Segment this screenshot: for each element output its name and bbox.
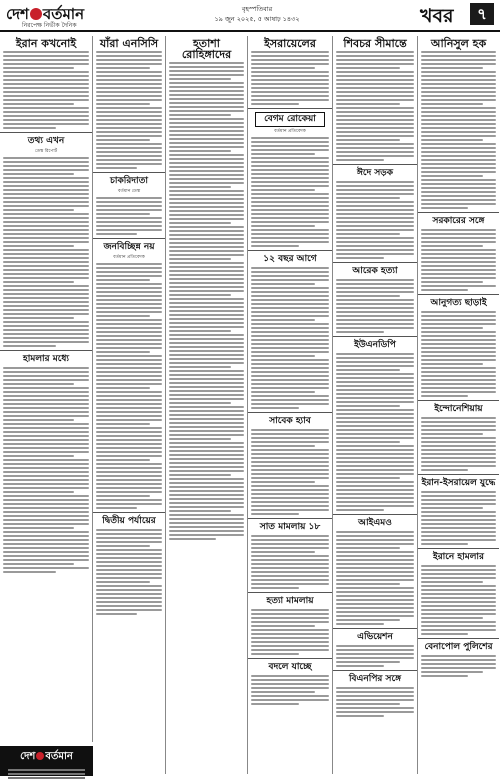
article[interactable] xyxy=(336,340,414,511)
article[interactable] xyxy=(251,416,329,515)
article[interactable] xyxy=(251,38,329,105)
article-body xyxy=(421,51,496,209)
article-body xyxy=(421,417,496,471)
article-divider xyxy=(333,514,417,515)
ad-logo-right: বর্তমান xyxy=(45,751,73,762)
article-body xyxy=(251,137,329,247)
article-body xyxy=(96,529,162,615)
article[interactable] xyxy=(3,354,89,573)
page-number: ৭ xyxy=(470,3,494,25)
article-headline[interactable]: হতাশা রোহিঙ্গাদের xyxy=(181,37,232,61)
ad-dot-icon xyxy=(36,752,44,760)
article[interactable] xyxy=(96,516,162,615)
article[interactable] xyxy=(3,136,89,347)
article-headline[interactable]: ইরান-ইসরায়েল যুদ্ধে xyxy=(421,478,496,488)
article[interactable] xyxy=(96,176,162,235)
article-headline[interactable]: আনুগত্য ছাড়াই xyxy=(430,298,487,308)
article-divider xyxy=(333,164,417,165)
article[interactable] xyxy=(336,632,414,667)
article-body xyxy=(251,51,329,105)
article-headline[interactable]: আনিসুল হক xyxy=(430,37,487,50)
article[interactable] xyxy=(251,112,329,247)
article-divider xyxy=(0,132,92,133)
article[interactable] xyxy=(336,266,414,333)
article-headline[interactable]: সরকারের সঙ্গে xyxy=(432,216,485,226)
column-2 xyxy=(93,36,166,774)
column-3 xyxy=(166,36,248,774)
logo-dot-icon xyxy=(30,8,42,20)
article-body xyxy=(251,675,329,705)
article-byline: বর্তমান প্রতিবেদক xyxy=(113,255,145,260)
ad-logo xyxy=(0,749,93,766)
article[interactable] xyxy=(336,168,414,259)
article-divider xyxy=(333,336,417,337)
article-body xyxy=(251,429,329,515)
logo-text-left: দেশ xyxy=(6,5,29,23)
article-headline[interactable]: জনবিচ্ছিন্ন নয় xyxy=(103,242,155,252)
article-divider xyxy=(333,670,417,671)
article-divider xyxy=(418,548,499,549)
article-headline[interactable]: ইসরায়েলের xyxy=(264,37,316,50)
article-headline[interactable]: হত্যা মামলায় xyxy=(266,596,314,606)
article-headline[interactable]: বিএনপির সঙ্গে xyxy=(348,674,402,684)
article-body xyxy=(3,51,89,129)
article-body xyxy=(421,229,496,291)
article-byline: বর্তমান প্রতিবেদক xyxy=(274,129,306,134)
article-body xyxy=(251,609,329,655)
article-headline[interactable]: বেনাপোল পুলিশের xyxy=(424,642,493,652)
article[interactable] xyxy=(421,478,496,545)
article-headline[interactable]: ইরানে হামলার xyxy=(433,552,484,562)
article-body xyxy=(336,279,414,333)
logo-text-right: বর্তমান xyxy=(42,5,85,23)
article-divider xyxy=(0,350,92,351)
column-6 xyxy=(418,36,499,774)
article-divider xyxy=(248,412,332,413)
article[interactable] xyxy=(251,254,329,409)
article-divider xyxy=(418,294,499,295)
article-headline[interactable]: ১২ বছর আগে xyxy=(263,254,317,264)
article-divider xyxy=(248,108,332,109)
article-headline[interactable]: সাত মামলায় ১৮ xyxy=(259,522,321,532)
article-headline[interactable]: তথ্য এখন xyxy=(27,136,65,146)
article-body xyxy=(336,51,414,161)
article[interactable] xyxy=(336,518,414,625)
article[interactable] xyxy=(421,552,496,635)
article-body xyxy=(421,655,496,677)
article-body xyxy=(421,311,496,397)
article-body xyxy=(336,645,414,667)
article[interactable] xyxy=(169,38,244,540)
article-headline[interactable]: শিবচর সীমান্তে xyxy=(343,37,407,50)
article-body xyxy=(336,531,414,625)
weekday: বৃহস্পতিবার xyxy=(241,5,273,13)
article-byline: ডেস্ক রিপোর্ট xyxy=(34,149,58,154)
article[interactable] xyxy=(336,38,414,161)
article-body xyxy=(336,687,414,717)
article-body xyxy=(421,565,496,635)
article[interactable] xyxy=(251,596,329,655)
article[interactable] xyxy=(421,642,496,677)
article-headline[interactable]: ঈদে সড়ক xyxy=(356,168,394,178)
article-body xyxy=(251,535,329,589)
article-body xyxy=(96,51,162,169)
article-divider xyxy=(248,592,332,593)
article-headline[interactable]: এভিয়েশন xyxy=(357,632,393,642)
article-headline[interactable]: সাবেক হ্যাব xyxy=(269,416,311,426)
article-body xyxy=(96,197,162,235)
article[interactable] xyxy=(336,674,414,717)
article-divider xyxy=(248,250,332,251)
article-headline[interactable]: বেগম রোকেয়া xyxy=(255,112,325,127)
article[interactable] xyxy=(421,298,496,397)
article[interactable] xyxy=(251,662,329,705)
article-headline[interactable]: ইরান কখনোই xyxy=(15,37,77,50)
article-body xyxy=(421,491,496,545)
article[interactable] xyxy=(421,404,496,471)
article-headline[interactable]: চাকরিদাতা xyxy=(110,176,148,186)
article-headline[interactable]: ইন্দোনেশিয়ায় xyxy=(434,404,483,414)
ad-logo-left: দেশ xyxy=(20,751,36,762)
date: ১৯ জুন ২০২৫, ৫ আষাঢ় ১৪৩২ xyxy=(214,15,300,23)
article-divider xyxy=(333,262,417,263)
column-5 xyxy=(333,36,418,774)
article-divider xyxy=(93,512,165,513)
article-headline[interactable]: আইএমও xyxy=(358,518,392,528)
article-divider xyxy=(248,518,332,519)
article-body xyxy=(169,62,244,540)
article-body xyxy=(251,267,329,409)
dateline xyxy=(212,4,302,24)
article-divider xyxy=(418,212,499,213)
article[interactable] xyxy=(421,216,496,291)
article-divider xyxy=(93,238,165,239)
article[interactable] xyxy=(96,38,162,169)
article-body xyxy=(3,157,89,347)
article-divider xyxy=(333,628,417,629)
article-body xyxy=(336,181,414,259)
article-body xyxy=(96,263,162,509)
article[interactable] xyxy=(96,242,162,509)
bottom-advertisement xyxy=(0,746,93,776)
article-headline[interactable]: আরেক হত্যা xyxy=(352,266,398,276)
article-body xyxy=(336,353,414,511)
article-divider xyxy=(418,638,499,639)
article-headline[interactable]: দ্বিতীয় পর্যায়ের xyxy=(102,516,156,526)
article-headline[interactable]: বদলে যাচ্ছে xyxy=(268,662,312,672)
article-divider xyxy=(248,658,332,659)
article-headline[interactable]: হামলার মধ্যে xyxy=(22,354,69,364)
column-1 xyxy=(0,36,93,742)
article[interactable] xyxy=(251,522,329,589)
tagline: নিরপেক্ষ নির্ভীক দৈনিক xyxy=(22,22,77,29)
article-divider xyxy=(418,400,499,401)
article-divider xyxy=(418,474,499,475)
article-body xyxy=(3,367,89,573)
article[interactable] xyxy=(3,38,89,129)
section-title: খবর xyxy=(420,5,454,27)
article[interactable] xyxy=(421,38,496,209)
column-4 xyxy=(248,36,333,774)
article-byline: বর্তমান ডেস্ক xyxy=(117,189,141,194)
article-headline[interactable]: ইউএনডিপি xyxy=(354,340,396,350)
article-headline[interactable]: যাঁরা এনসিসি xyxy=(99,37,159,50)
article-divider xyxy=(93,172,165,173)
masthead xyxy=(0,0,500,32)
